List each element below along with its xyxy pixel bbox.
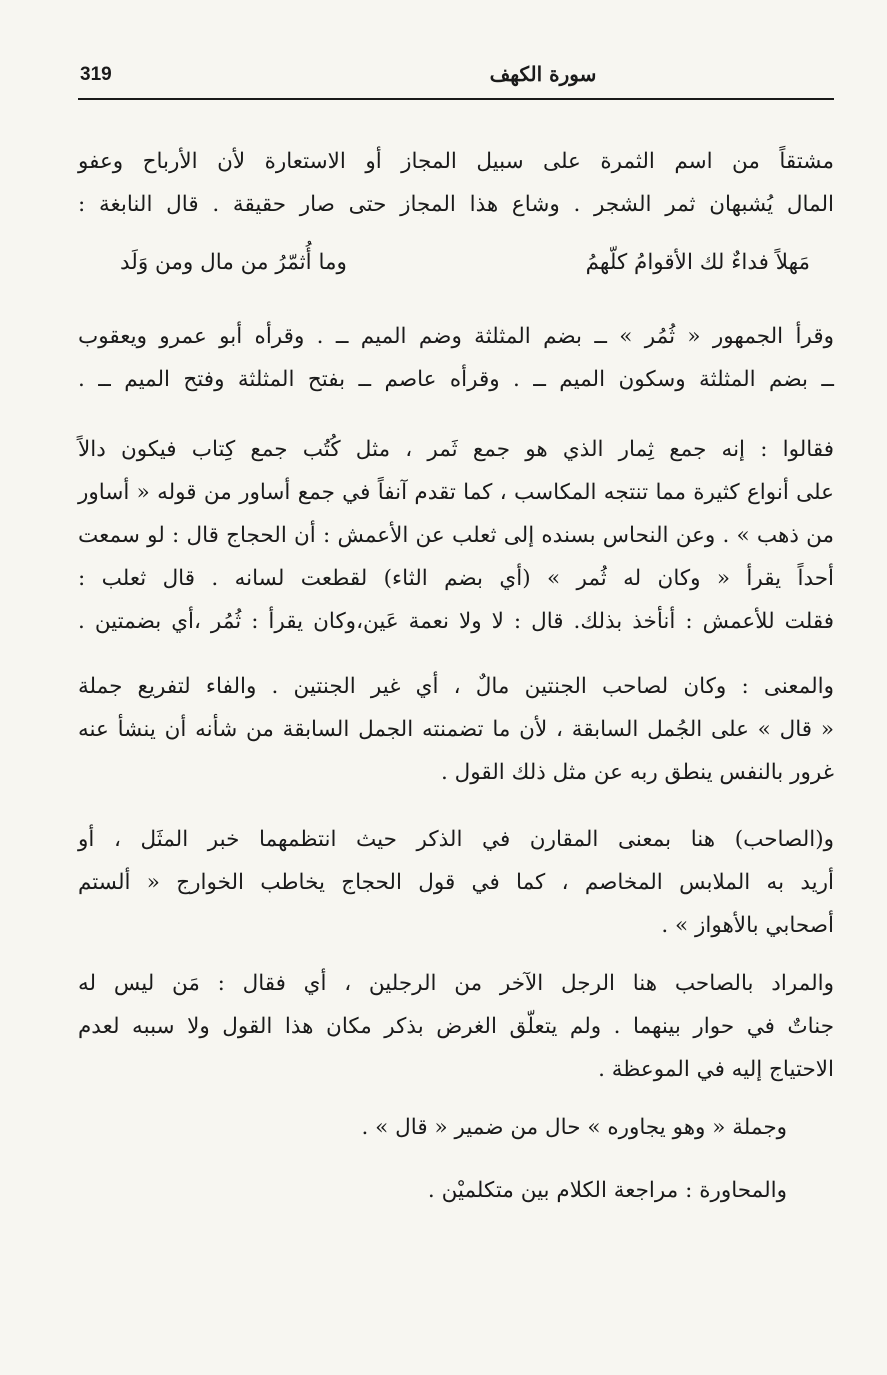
verse-second-hemistich: وما أُثمّرُ من مال ومن وَلَد	[120, 250, 347, 275]
paragraph-3-line-4: أحداً يقرأ « وكان له ثُمر » (أي بضم الثاء) لقطعت لسانه . قال ثعلب :	[78, 566, 834, 591]
verse-first-hemistich: مَهلاً فداءٌ لك الأقوامُ كلّهمُ	[585, 250, 810, 275]
paragraph-1-line-1: مشتقاً من اسم الثمرة على سبيل المجاز أو الاستعارة لأن الأرباح وعفو	[78, 149, 834, 174]
paragraph-1-line-2: المال يُشبهان ثمر الشجر . وشاع هذا المجاز حتى صار حقيقة . قال النابغة :	[78, 192, 834, 217]
paragraph-6-line-3: الاحتياج إليه في الموعظة .	[598, 1057, 834, 1082]
paragraph-7: وجملة « وهو يجاوره » حال من ضمير « قال » .	[361, 1115, 787, 1140]
paragraph-6	[78, 962, 834, 1091]
paragraph-4-line-1: والمعنى : وكان لصاحب الجنتين مالٌ ، أي غير الجنتين . والفاء لتفريع جملة	[78, 674, 834, 699]
running-title: سورة الكهف	[489, 62, 597, 86]
paragraph-5-line-1: و(الصاحب) هنا بمعنى المقارن في الذكر حيث انتظمهما خبر المثَل ، أو	[78, 827, 834, 852]
paragraph-3	[78, 428, 834, 643]
paragraph-8: والمحاورة : مراجعة الكلام بين متكلميْن .	[427, 1178, 787, 1203]
paragraph-2-line-1: وقرأ الجمهور « ثُمُر » ــ بضم المثلثة وضم الميم ــ . وقرأه أبو عمرو ويعقوب	[78, 324, 834, 349]
paragraph-3-line-3: من ذهب » . وعن النحاس بسنده إلى ثعلب عن الأعمش : أن الحجاج قال : لو سمعت	[78, 523, 834, 548]
paragraph-3-line-1: فقالوا : إنه جمع ثِمار الذي هو جمع ثَمر ، مثل كُتُب جمع كِتاب فيكون دالاً	[78, 437, 834, 462]
paragraph-2	[78, 315, 834, 401]
paragraph-3-line-2: على أنواع كثيرة مما تنتجه المكاسب ، كما تقدم آنفاً في جمع أساور من قوله « أساور	[78, 480, 834, 505]
page-header	[78, 58, 834, 100]
paragraph-5-line-2: أريد به الملابس المخاصم ، كما في قول الحجاج يخاطب الخوارج « ألستم	[78, 870, 834, 895]
paragraph-1	[78, 140, 834, 226]
paragraph-6-line-2: جناتٌ في حوار بينهما . ولم يتعلّق الغرض بذكر مكان هذا القول ولا سببه لعدم	[78, 1014, 834, 1039]
poetry-verse	[120, 250, 810, 294]
paragraph-4-line-2: « قال » على الجُمل السابقة ، لأن ما تضمنته الجمل السابقة من شأنه أن ينشأ عنه	[78, 717, 834, 742]
paragraph-3-line-5: فقلت للأعمش : أنأخذ بذلك. قال : لا ولا نعمة عَين،وكان يقرأ : ثُمُر ،أي بضمتين .	[78, 609, 834, 634]
paragraph-4-line-3: غرور بالنفس ينطق ربه عن مثل ذلك القول .	[440, 760, 834, 785]
paragraph-5	[78, 818, 834, 947]
paragraph-4	[78, 665, 834, 794]
page-number: 319	[80, 64, 112, 85]
paragraph-6-line-1: والمراد بالصاحب هنا الرجل الآخر من الرجلين ، أي فقال : مَن ليس له	[78, 971, 834, 996]
paragraph-5-line-3: أصحابي بالأهواز » .	[661, 913, 834, 938]
paragraph-2-line-2: ــ بضم المثلثة وسكون الميم ــ . وقرأه عاصم ــ بفتح المثلثة وفتح الميم ــ .	[78, 367, 834, 392]
